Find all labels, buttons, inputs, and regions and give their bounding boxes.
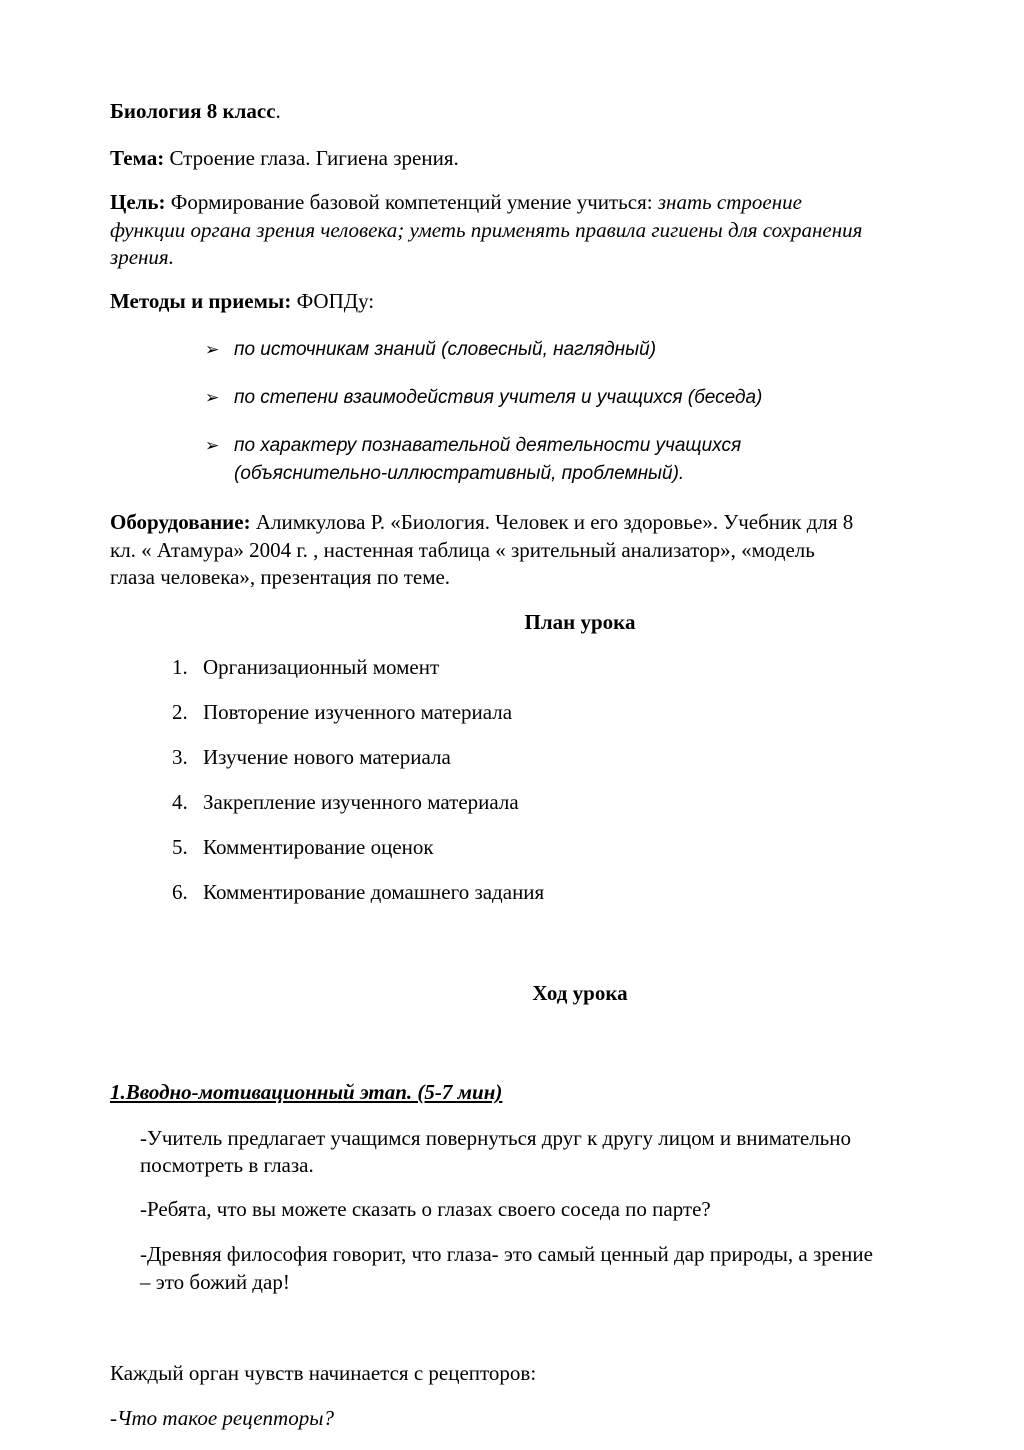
- equipment-line-3: глаза человека», презентация по теме.: [110, 565, 451, 589]
- paragraph-4: Каждый орган чувств начинается с рецепторов:: [110, 1361, 537, 1385]
- arrow-bullet-icon: ➢: [205, 340, 220, 359]
- equipment-line-1: [110, 509, 853, 536]
- paragraph-2: -Ребята, что вы можете сказать о глазах своего соседа по парте?: [140, 1197, 711, 1221]
- subject-line: [110, 98, 281, 125]
- paragraph-3-line-1: -Древняя философия говорит, что глаза- это самый ценный дар природы, а зрение: [140, 1242, 873, 1266]
- goal-line-1: [110, 189, 802, 216]
- goal-text: Формирование базовой компетенций умение учиться:: [165, 190, 658, 214]
- subject-period: .: [275, 99, 281, 123]
- method-item-3-line-1: по характеру познавательной деятельности учащихся: [234, 435, 742, 456]
- stage-title: 1.Вводно-мотивационный этап. (5-7 мин): [110, 1080, 503, 1104]
- plan-item-3: Изучение нового материала: [203, 745, 451, 769]
- arrow-bullet-icon: ➢: [205, 388, 220, 407]
- plan-item-number: 2.: [172, 700, 188, 724]
- method-item-3-line-2: (объяснительно-иллюстративный, проблемный).: [234, 463, 685, 484]
- plan-item-number: 1.: [172, 655, 188, 679]
- methods-text: ФОПДу:: [291, 289, 375, 313]
- subject-label: Биология 8 класс: [110, 99, 276, 123]
- arrow-bullet-icon: ➢: [205, 436, 220, 455]
- plan-item-4: Закрепление изученного материала: [203, 790, 519, 814]
- paragraph-5: -Что такое рецепторы?: [110, 1406, 334, 1430]
- plan-item-number: 4.: [172, 790, 188, 814]
- methods-label: Методы и приемы:: [110, 289, 292, 313]
- methods-line: [110, 288, 374, 315]
- topic-line: [110, 145, 459, 172]
- paragraph-1-line-1: -Учитель предлагает учащимся повернуться друг к другу лицом и внимательно: [140, 1126, 851, 1150]
- plan-item-2: Повторение изученного материала: [203, 700, 513, 724]
- plan-item-number: 3.: [172, 745, 188, 769]
- equipment-label: Оборудование:: [110, 510, 251, 534]
- plan-item-5: Комментирование оценок: [203, 835, 434, 859]
- plan-item-6: Комментирование домашнего задания: [203, 880, 545, 904]
- plan-item-1: Организационный момент: [203, 655, 440, 679]
- paragraph-3-line-2: – это божий дар!: [140, 1270, 290, 1294]
- goal-label: Цель:: [110, 190, 166, 214]
- equipment-text-1: Алимкулова Р. «Биология. Человек и его здоровье». Учебник для 8: [250, 510, 854, 534]
- topic-label: Тема:: [110, 146, 165, 170]
- goal-line-2: функции органа зрения человека; уметь применять правила гигиены для сохранения: [110, 218, 863, 242]
- method-item-2: по степени взаимодействия учителя и учащихся (беседа): [234, 387, 763, 408]
- plan-title: План урока: [524, 610, 636, 634]
- course-title: Ход урока: [532, 981, 628, 1005]
- paragraph-1-line-2: посмотреть в глаза.: [140, 1153, 314, 1177]
- goal-italic-1: знать строение: [657, 190, 802, 214]
- plan-item-number: 5.: [172, 835, 188, 859]
- equipment-line-2: кл. « Атамура» 2004 г. , настенная таблица « зрительный анализатор», «модель: [110, 538, 815, 562]
- topic-text: Строение глаза. Гигиена зрения.: [164, 146, 459, 170]
- plan-item-number: 6.: [172, 880, 188, 904]
- method-item-1: по источникам знаний (словесный, наглядный): [234, 339, 657, 360]
- goal-line-3: зрения.: [110, 245, 174, 269]
